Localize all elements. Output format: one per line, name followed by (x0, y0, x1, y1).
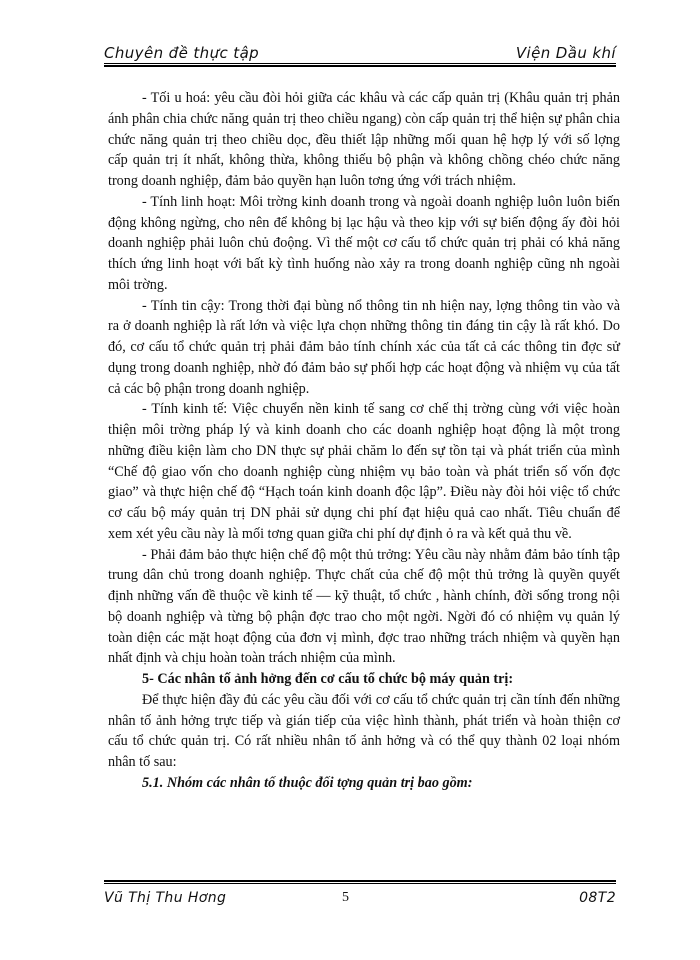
page-footer (104, 880, 616, 920)
footer-rule-thick (104, 880, 616, 882)
page-body (108, 88, 620, 794)
section-heading: 5- Các nhân tố ảnh hởng đến cơ cấu tổ chức bộ máy quản trị: (142, 671, 514, 687)
page-header (104, 40, 616, 66)
header-institution: Viện Dầu khí (515, 44, 616, 62)
paragraph-optimization: - Tối u hoá: yêu cầu đòi hỏi giữa các khâu và các cấp quản trị (Khâu quản trị phản ánh phân chia chức năng quản trị theo chiều ngang) còn cấp quản trị thể hiện sự phân chia chức năng quản trị theo chiều dọc, đều thiết lập những mối quan hệ hợp lý với số lợng cấp quản trị ít nhất, không thừa, không thiếu bộ phận và không chồng chéo chức năng trong doanh nghiệp, đảm bảo quyền hạn luôn tơng ứng với trách nhiệm. (108, 90, 620, 189)
section-paragraph: Để thực hiện đầy đủ các yêu cầu đối với cơ cấu tổ chức quản trị cần tính đến những nhân tố ảnh hởng trực tiếp và gián tiếp của việc hình thành, phát triển và hoàn thiện cơ cấu tổ chức quản trị. Có rất nhiều nhân tố ảnh hởng và có thể quy thành 02 loại nhóm nhân tố sau: (108, 691, 620, 770)
footer-author: Vũ Thị Thu Hơng (104, 890, 227, 906)
subsection-heading: 5.1. Nhóm các nhân tố thuộc đối tợng quản trị bao gồm: (142, 774, 473, 791)
paragraph-flexibility: - Tính linh hoạt: Môi trờng kinh doanh trong và ngoài doanh nghiệp luôn luôn biến động không ngừng, cho nên để không bị lạc hậu và theo kịp với sự biến động ấy đòi hỏi doanh nghiệp phải luôn chủ đoộng. Vì thế một cơ cấu tổ chức quản trị phải có khả năng thích ứng linh hoạt với bất kỳ tình huống nào xảy ra trong doanh nghiệp cũng nh ngoài môi trờng. (108, 193, 620, 293)
footer-class-code: 08T2 (579, 890, 616, 906)
paragraph-economy: - Tính kinh tế: Việc chuyển nền kinh tế sang cơ chế thị trờng cùng với việc hoàn thiện môi trờng pháp lý và kinh doanh cho các doanh nghiệp hoạt động là một trong những điều kiện làm cho DN thực sự phải chăm lo đến sự tồn tại và phát triển của mình “Chế độ giao vốn cho doanh nghiệp cùng nhiệm vụ bảo toàn và phát triển số vốn đợc giao” và thực hiện chế độ “Hạch toán kinh doanh độc lập”. Điều này đòi hỏi việc tổ chức cơ cấu bộ máy quản trị DN phải sử dụng chi phí đạt hiệu quả cao nhất. Tiêu chuẩn để xem xét yêu cầu này là mối tơng quan giữa chi phí dự định ỏ ra và kết quả thu về. (108, 401, 620, 542)
header-rule-thick (104, 65, 616, 67)
page-number: 5 (342, 890, 350, 905)
header-rule-thin (104, 63, 616, 64)
paragraph-reliability: - Tính tin cậy: Trong thời đại bùng nổ thông tin nh hiện nay, lợng thông tin vào và ra ở doanh nghiệp là rất lớn và việc lựa chọn những thông tin đáng tin cậy là rất khó. Do đó, cơ cấu tổ chức quản trị phải đảm bảo tính chính xác của tất cả các thông tin đợc sử dụng trong doanh nghiệp, nhờ đó đảm bảo sự phối hợp các hoạt động và nhiệm vụ của tất cả các bộ phận trong doanh nghiệp. (108, 297, 620, 397)
paragraph-single-leader: - Phải đảm bảo thực hiện chế độ một thủ trởng: Yêu cầu này nhằm đảm bảo tính tập trung dân chủ trong doanh nghiệp. Thực chất của chế độ một thủ trởng là quyền quyết định những vấn đề thuộc về kinh tế — kỹ thuật, tổ chức , hành chính, đời sống trong nội bộ doanh nghiệp và từng bộ phận đợc trao cho một ngời. Ngời đó có nhiệm vụ quản lý toàn diện các mặt hoạt động của đơn vị mình, đợc trao những trách nhiệm và quyền hạn nhất định và chịu hoàn toàn trách nhiệm của mình. (108, 546, 620, 667)
header-document-title: Chuyên đề thực tập (104, 44, 260, 62)
footer-rule-thin (104, 883, 616, 884)
